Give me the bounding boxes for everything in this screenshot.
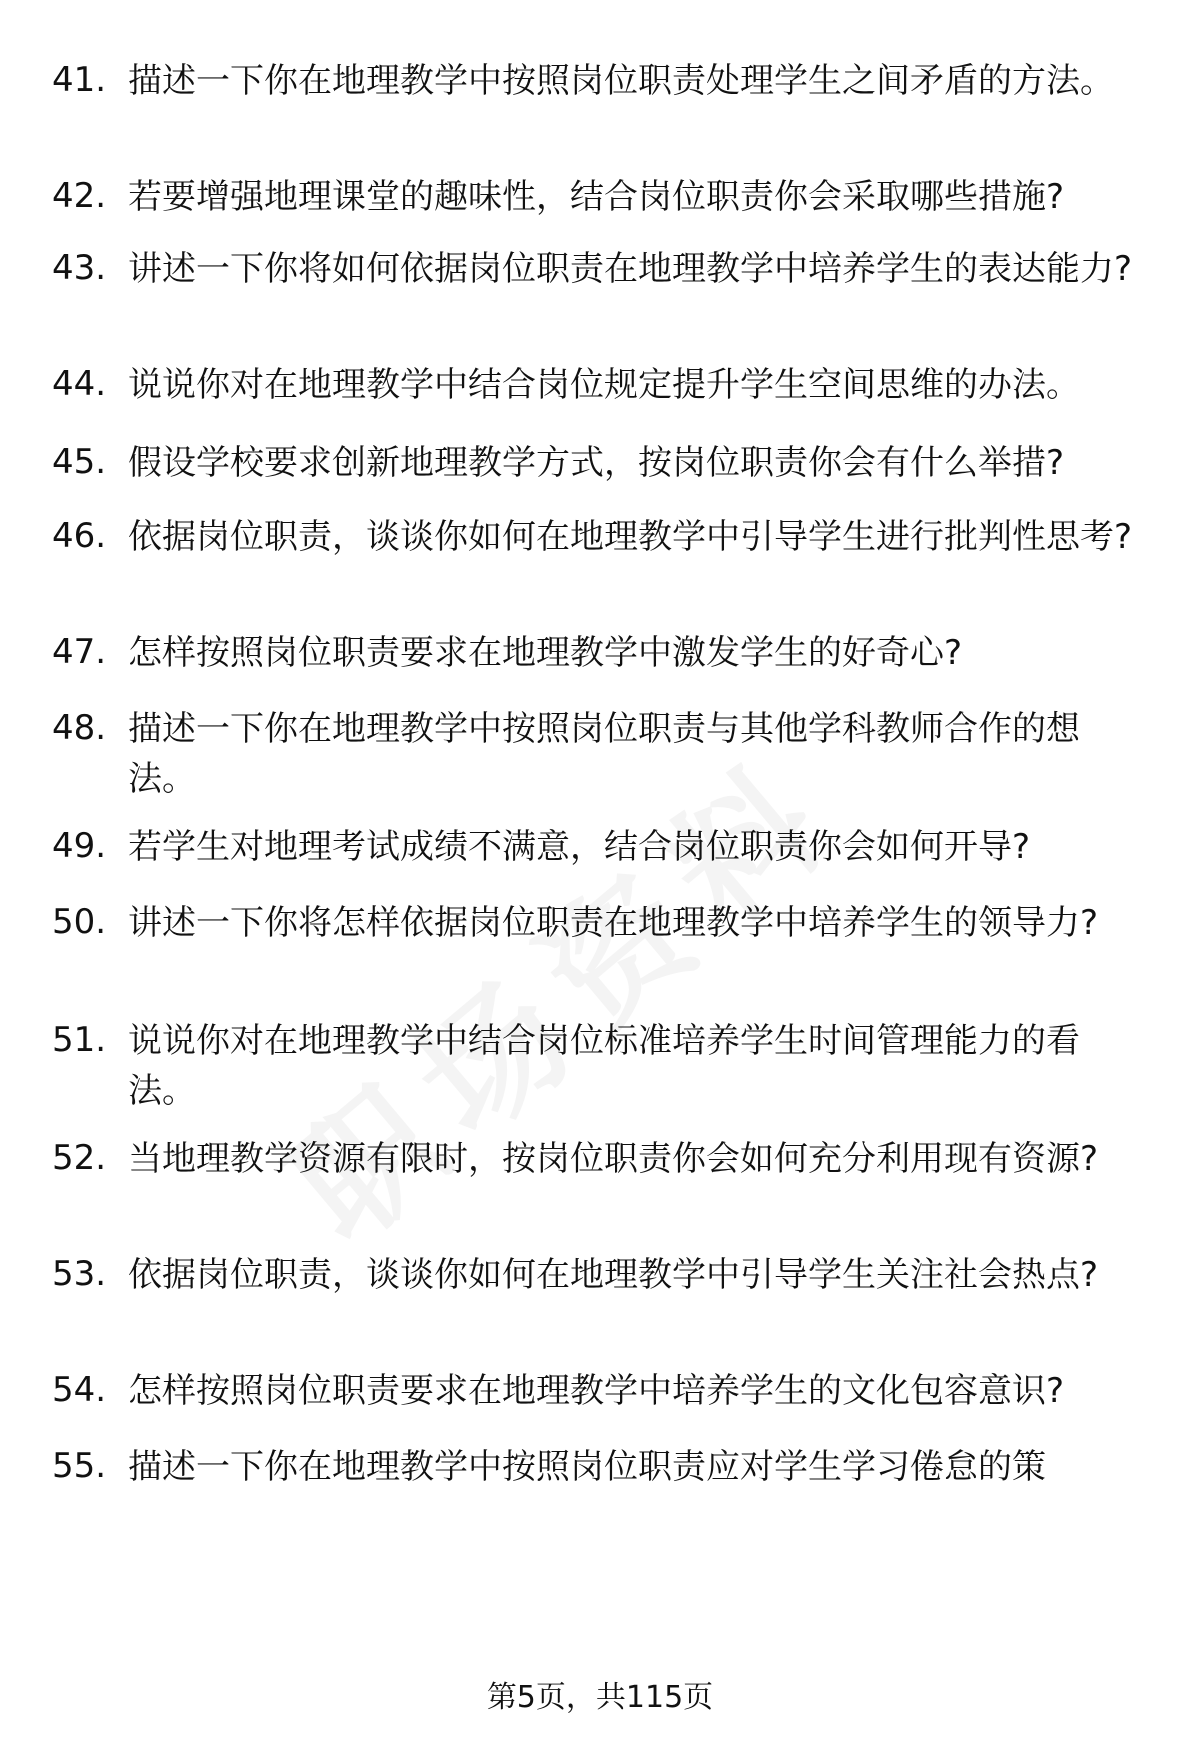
question-number: 41. [52,60,107,100]
question-text: 怎样按照岗位职责要求在地理教学中激发学生的好奇心? [128,633,963,673]
page-footer: 第5页，共115页 [486,1680,714,1715]
question-number: 46. [52,516,107,556]
question-text: 描述一下你在地理教学中按照岗位职责处理学生之间矛盾的方法。 [128,61,1114,101]
question-text: 依据岗位职责，谈谈你如何在地理教学中引导学生关注社会热点? [128,1255,1099,1295]
question-number: 49. [52,826,107,866]
question-number: 54. [52,1370,107,1410]
question-number: 47. [52,632,107,672]
question-text: 讲述一下你将怎样依据岗位职责在地理教学中培养学生的领导力? [128,903,1099,943]
question-number: 55. [52,1446,107,1486]
question-number: 50. [52,902,107,942]
question-text: 怎样按照岗位职责要求在地理教学中培养学生的文化包容意识? [128,1371,1065,1411]
question-number: 43. [52,248,107,288]
question-text: 若要增强地理课堂的趣味性，结合岗位职责你会采取哪些措施? [128,177,1065,217]
question-text: 描述一下你在地理教学中按照岗位职责应对学生学习倦怠的策 [128,1447,1046,1487]
question-number: 45. [52,442,107,482]
question-number: 44. [52,364,107,404]
question-text: 说说你对在地理教学中结合岗位标准培养学生时间管理能力的看法。 [128,1021,1080,1111]
question-text: 当地理教学资源有限时，按岗位职责你会如何充分利用现有资源? [128,1139,1099,1179]
question-text: 描述一下你在地理教学中按照岗位职责与其他学科教师合作的想法。 [128,709,1080,799]
question-text: 若学生对地理考试成绩不满意，结合岗位职责你会如何开导? [128,827,1031,867]
question-text: 说说你对在地理教学中结合岗位规定提升学生空间思维的办法。 [128,365,1080,405]
question-number: 42. [52,176,107,216]
question-number: 51. [52,1020,107,1060]
question-number: 52. [52,1138,107,1178]
question-number: 53. [52,1254,107,1294]
question-text: 依据岗位职责，谈谈你如何在地理教学中引导学生进行批判性思考? [128,517,1133,557]
question-number: 48. [52,708,107,748]
question-text: 讲述一下你将如何依据岗位职责在地理教学中培养学生的表达能力? [128,249,1133,289]
question-text: 假设学校要求创新地理教学方式，按岗位职责你会有什么举措? [128,443,1065,483]
